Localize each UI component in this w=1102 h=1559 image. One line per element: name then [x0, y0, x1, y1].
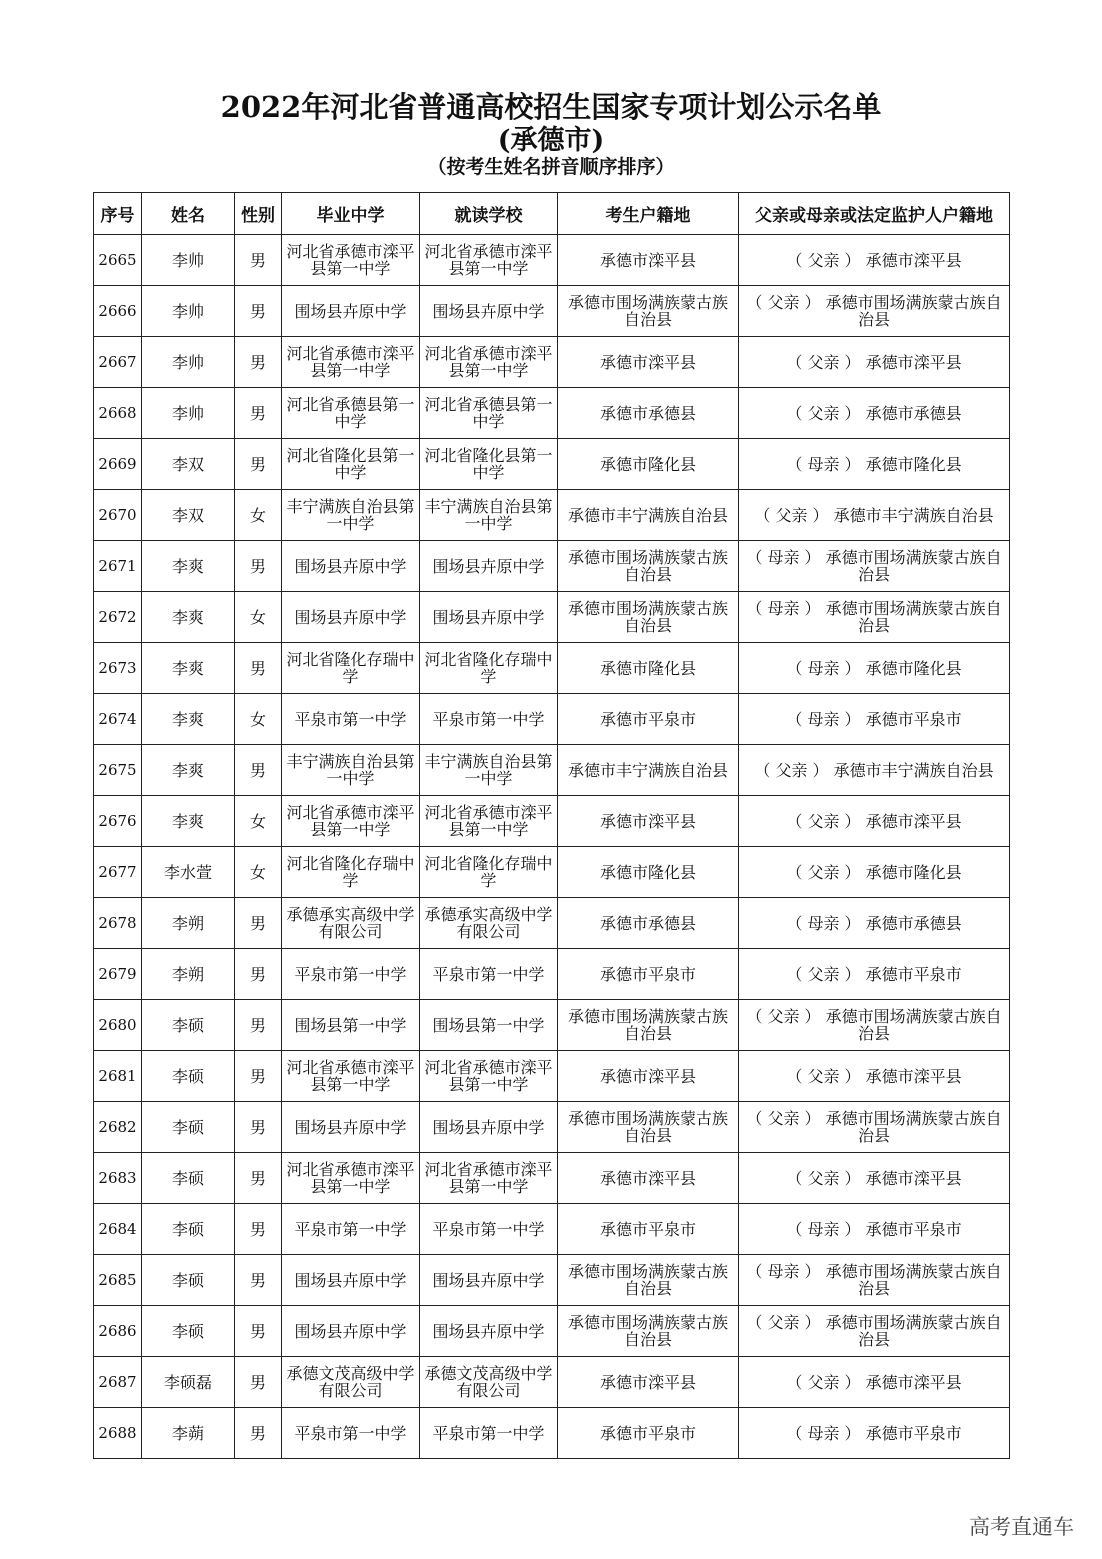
cell-guardian-hukou: （ 父亲 ） 承德市隆化县	[739, 847, 1010, 898]
cell-name: 李硕	[142, 1306, 235, 1357]
cell-current-school: 河北省隆化存瑞中学	[420, 847, 558, 898]
table-row	[94, 388, 1010, 439]
cell-name: 李朔	[142, 898, 235, 949]
cell-graduated-school: 河北省承德市滦平县第一中学	[282, 337, 420, 388]
cell-student-hukou: 承德市围场满族蒙古族自治县	[558, 541, 739, 592]
cell-student-hukou: 承德市隆化县	[558, 847, 739, 898]
cell-gender: 男	[235, 541, 282, 592]
table-header-row	[94, 193, 1010, 235]
cell-serial: 2688	[94, 1408, 142, 1459]
cell-name: 李硕磊	[142, 1357, 235, 1408]
cell-current-school: 围场县卉原中学	[420, 541, 558, 592]
cell-current-school: 围场县第一中学	[420, 1000, 558, 1051]
cell-serial: 2675	[94, 745, 142, 796]
cell-serial: 2687	[94, 1357, 142, 1408]
table-row	[94, 1204, 1010, 1255]
cell-gender: 男	[235, 745, 282, 796]
cell-name: 李硕	[142, 1153, 235, 1204]
table-row	[94, 541, 1010, 592]
cell-gender: 男	[235, 1255, 282, 1306]
cell-gender: 男	[235, 898, 282, 949]
cell-student-hukou: 承德市丰宁满族自治县	[558, 745, 739, 796]
cell-current-school: 河北省隆化存瑞中学	[420, 643, 558, 694]
cell-student-hukou: 承德市隆化县	[558, 439, 739, 490]
cell-graduated-school: 围场县卉原中学	[282, 1306, 420, 1357]
cell-graduated-school: 围场县卉原中学	[282, 541, 420, 592]
cell-current-school: 丰宁满族自治县第一中学	[420, 490, 558, 541]
cell-student-hukou: 承德市滦平县	[558, 337, 739, 388]
cell-serial: 2670	[94, 490, 142, 541]
cell-current-school: 河北省隆化县第一中学	[420, 439, 558, 490]
page-title: 2022年河北省普通高校招生国家专项计划公示名单	[220, 90, 882, 124]
cell-student-hukou: 承德市围场满族蒙古族自治县	[558, 592, 739, 643]
cell-student-hukou: 承德市围场满族蒙古族自治县	[558, 1102, 739, 1153]
cell-serial: 2671	[94, 541, 142, 592]
cell-serial: 2676	[94, 796, 142, 847]
cell-name: 李硕	[142, 1204, 235, 1255]
col-header-current-school: 就读学校	[420, 193, 558, 235]
cell-graduated-school: 围场县卉原中学	[282, 1255, 420, 1306]
cell-student-hukou: 承德市丰宁满族自治县	[558, 490, 739, 541]
table-row	[94, 847, 1010, 898]
cell-guardian-hukou: （ 父亲 ） 承德市丰宁满族自治县	[739, 745, 1010, 796]
cell-gender: 男	[235, 388, 282, 439]
cell-name: 李双	[142, 490, 235, 541]
cell-graduated-school: 平泉市第一中学	[282, 1408, 420, 1459]
cell-gender: 女	[235, 847, 282, 898]
cell-guardian-hukou: （ 母亲 ） 承德市平泉市	[739, 1408, 1010, 1459]
cell-current-school: 围场县卉原中学	[420, 1102, 558, 1153]
cell-current-school: 承德文茂高级中学有限公司	[420, 1357, 558, 1408]
watermark: 高考直通车	[969, 1515, 1074, 1539]
table-row	[94, 1000, 1010, 1051]
cell-serial: 2684	[94, 1204, 142, 1255]
cell-gender: 男	[235, 643, 282, 694]
table-row	[94, 1153, 1010, 1204]
cell-student-hukou: 承德市隆化县	[558, 643, 739, 694]
cell-gender: 男	[235, 1357, 282, 1408]
cell-name: 李帅	[142, 337, 235, 388]
cell-student-hukou: 承德市围场满族蒙古族自治县	[558, 1306, 739, 1357]
cell-guardian-hukou: （ 父亲 ） 承德市承德县	[739, 388, 1010, 439]
cell-serial: 2673	[94, 643, 142, 694]
cell-name: 李爽	[142, 643, 235, 694]
cell-gender: 男	[235, 235, 282, 286]
table-row	[94, 1051, 1010, 1102]
cell-guardian-hukou: （ 母亲 ） 承德市隆化县	[739, 643, 1010, 694]
table-row	[94, 490, 1010, 541]
cell-current-school: 河北省承德市滦平县第一中学	[420, 796, 558, 847]
cell-gender: 男	[235, 439, 282, 490]
cell-gender: 女	[235, 490, 282, 541]
cell-serial: 2682	[94, 1102, 142, 1153]
cell-current-school: 围场县卉原中学	[420, 1306, 558, 1357]
cell-guardian-hukou: （ 父亲 ） 承德市平泉市	[739, 949, 1010, 1000]
cell-current-school: 围场县卉原中学	[420, 1255, 558, 1306]
cell-serial: 2665	[94, 235, 142, 286]
cell-guardian-hukou: （ 母亲 ） 承德市平泉市	[739, 694, 1010, 745]
cell-serial: 2678	[94, 898, 142, 949]
cell-guardian-hukou: （ 母亲 ） 承德市围场满族蒙古族自治县	[739, 541, 1010, 592]
cell-current-school: 平泉市第一中学	[420, 1408, 558, 1459]
col-header-student-hukou: 考生户籍地	[558, 193, 739, 235]
cell-student-hukou: 承德市围场满族蒙古族自治县	[558, 286, 739, 337]
cell-guardian-hukou: （ 父亲 ） 承德市滦平县	[739, 1051, 1010, 1102]
table-row	[94, 1102, 1010, 1153]
table-row	[94, 1357, 1010, 1408]
cell-graduated-school: 围场县卉原中学	[282, 1102, 420, 1153]
cell-graduated-school: 丰宁满族自治县第一中学	[282, 490, 420, 541]
table-row	[94, 643, 1010, 694]
cell-guardian-hukou: （ 父亲 ） 承德市滦平县	[739, 235, 1010, 286]
table-row	[94, 592, 1010, 643]
cell-gender: 男	[235, 1204, 282, 1255]
table-row	[94, 1255, 1010, 1306]
cell-current-school: 围场县卉原中学	[420, 592, 558, 643]
col-header-serial: 序号	[94, 193, 142, 235]
cell-serial: 2681	[94, 1051, 142, 1102]
cell-gender: 女	[235, 694, 282, 745]
table-row	[94, 796, 1010, 847]
cell-student-hukou: 承德市平泉市	[558, 1204, 739, 1255]
cell-graduated-school: 平泉市第一中学	[282, 694, 420, 745]
cell-student-hukou: 承德市平泉市	[558, 949, 739, 1000]
cell-current-school: 平泉市第一中学	[420, 1204, 558, 1255]
cell-student-hukou: 承德市围场满族蒙古族自治县	[558, 1255, 739, 1306]
table-row	[94, 235, 1010, 286]
page-subtitle: (承德市)	[497, 125, 605, 156]
cell-guardian-hukou: （ 父亲 ） 承德市滦平县	[739, 1153, 1010, 1204]
cell-name: 李双	[142, 439, 235, 490]
cell-serial: 2674	[94, 694, 142, 745]
cell-name: 李爽	[142, 592, 235, 643]
cell-current-school: 河北省承德市滦平县第一中学	[420, 337, 558, 388]
table-row	[94, 286, 1010, 337]
cell-name: 李硕	[142, 1000, 235, 1051]
cell-guardian-hukou: （ 父亲 ） 承德市围场满族蒙古族自治县	[739, 1306, 1010, 1357]
table-row	[94, 898, 1010, 949]
cell-name: 李水萱	[142, 847, 235, 898]
col-header-name: 姓名	[142, 193, 235, 235]
cell-serial: 2683	[94, 1153, 142, 1204]
cell-student-hukou: 承德市围场满族蒙古族自治县	[558, 1000, 739, 1051]
cell-student-hukou: 承德市平泉市	[558, 694, 739, 745]
cell-name: 李帅	[142, 235, 235, 286]
cell-guardian-hukou: （ 母亲 ） 承德市围场满族蒙古族自治县	[739, 1255, 1010, 1306]
cell-guardian-hukou: （ 父亲 ） 承德市滦平县	[739, 337, 1010, 388]
cell-student-hukou: 承德市承德县	[558, 388, 739, 439]
cell-graduated-school: 平泉市第一中学	[282, 949, 420, 1000]
cell-gender: 女	[235, 796, 282, 847]
cell-name: 李爽	[142, 796, 235, 847]
cell-serial: 2685	[94, 1255, 142, 1306]
table-row	[94, 745, 1010, 796]
cell-name: 李帅	[142, 388, 235, 439]
cell-graduated-school: 河北省承德市滦平县第一中学	[282, 1051, 420, 1102]
table-row	[94, 1408, 1010, 1459]
cell-student-hukou: 承德市滦平县	[558, 796, 739, 847]
cell-student-hukou: 承德市滦平县	[558, 1153, 739, 1204]
cell-current-school: 围场县卉原中学	[420, 286, 558, 337]
cell-guardian-hukou: （ 母亲 ） 承德市平泉市	[739, 1204, 1010, 1255]
cell-serial: 2672	[94, 592, 142, 643]
table-row	[94, 694, 1010, 745]
col-header-gender: 性别	[235, 193, 282, 235]
cell-graduated-school: 河北省承德县第一中学	[282, 388, 420, 439]
cell-gender: 男	[235, 1000, 282, 1051]
cell-guardian-hukou: （ 母亲 ） 承德市围场满族蒙古族自治县	[739, 592, 1010, 643]
cell-graduated-school: 河北省隆化存瑞中学	[282, 847, 420, 898]
cell-name: 李硕	[142, 1051, 235, 1102]
cell-current-school: 承德承实高级中学有限公司	[420, 898, 558, 949]
cell-serial: 2679	[94, 949, 142, 1000]
cell-gender: 男	[235, 949, 282, 1000]
cell-serial: 2669	[94, 439, 142, 490]
table-row	[94, 337, 1010, 388]
cell-name: 李朔	[142, 949, 235, 1000]
cell-guardian-hukou: （ 父亲 ） 承德市滦平县	[739, 796, 1010, 847]
cell-graduated-school: 丰宁满族自治县第一中学	[282, 745, 420, 796]
cell-graduated-school: 围场县卉原中学	[282, 592, 420, 643]
cell-gender: 男	[235, 1306, 282, 1357]
cell-gender: 男	[235, 286, 282, 337]
cell-graduated-school: 河北省承德市滦平县第一中学	[282, 235, 420, 286]
cell-gender: 女	[235, 592, 282, 643]
cell-serial: 2668	[94, 388, 142, 439]
cell-current-school: 河北省承德市滦平县第一中学	[420, 1051, 558, 1102]
cell-gender: 男	[235, 1408, 282, 1459]
cell-serial: 2680	[94, 1000, 142, 1051]
cell-student-hukou: 承德市滦平县	[558, 235, 739, 286]
cell-guardian-hukou: （ 父亲 ） 承德市丰宁满族自治县	[739, 490, 1010, 541]
cell-serial: 2666	[94, 286, 142, 337]
cell-graduated-school: 河北省隆化存瑞中学	[282, 643, 420, 694]
cell-name: 李蒴	[142, 1408, 235, 1459]
cell-graduated-school: 围场县第一中学	[282, 1000, 420, 1051]
cell-student-hukou: 承德市滦平县	[558, 1051, 739, 1102]
cell-name: 李爽	[142, 745, 235, 796]
sort-note: （按考生姓名拼音顺序排序）	[427, 156, 675, 178]
cell-graduated-school: 河北省承德市滦平县第一中学	[282, 1153, 420, 1204]
cell-gender: 男	[235, 337, 282, 388]
cell-name: 李爽	[142, 694, 235, 745]
cell-graduated-school: 围场县卉原中学	[282, 286, 420, 337]
cell-gender: 男	[235, 1102, 282, 1153]
cell-guardian-hukou: （ 母亲 ） 承德市承德县	[739, 898, 1010, 949]
cell-gender: 男	[235, 1051, 282, 1102]
cell-name: 李爽	[142, 541, 235, 592]
cell-guardian-hukou: （ 父亲 ） 承德市围场满族蒙古族自治县	[739, 1000, 1010, 1051]
cell-graduated-school: 平泉市第一中学	[282, 1204, 420, 1255]
cell-current-school: 丰宁满族自治县第一中学	[420, 745, 558, 796]
cell-student-hukou: 承德市滦平县	[558, 1357, 739, 1408]
table-row	[94, 1306, 1010, 1357]
roster-table	[93, 192, 1010, 1459]
cell-graduated-school: 河北省隆化县第一中学	[282, 439, 420, 490]
cell-student-hukou: 承德市平泉市	[558, 1408, 739, 1459]
cell-current-school: 河北省承德市滦平县第一中学	[420, 235, 558, 286]
cell-graduated-school: 承德承实高级中学有限公司	[282, 898, 420, 949]
col-header-guardian-hukou: 父亲或母亲或法定监护人户籍地	[739, 193, 1010, 235]
table-row	[94, 949, 1010, 1000]
cell-gender: 男	[235, 1153, 282, 1204]
cell-guardian-hukou: （ 母亲 ） 承德市隆化县	[739, 439, 1010, 490]
cell-serial: 2677	[94, 847, 142, 898]
cell-current-school: 河北省承德县第一中学	[420, 388, 558, 439]
cell-guardian-hukou: （ 父亲 ） 承德市围场满族蒙古族自治县	[739, 1102, 1010, 1153]
cell-graduated-school: 承德文茂高级中学有限公司	[282, 1357, 420, 1408]
cell-name: 李帅	[142, 286, 235, 337]
cell-current-school: 平泉市第一中学	[420, 694, 558, 745]
cell-serial: 2686	[94, 1306, 142, 1357]
table-row	[94, 439, 1010, 490]
cell-current-school: 河北省承德市滦平县第一中学	[420, 1153, 558, 1204]
cell-name: 李硕	[142, 1102, 235, 1153]
cell-graduated-school: 河北省承德市滦平县第一中学	[282, 796, 420, 847]
cell-current-school: 平泉市第一中学	[420, 949, 558, 1000]
cell-serial: 2667	[94, 337, 142, 388]
cell-guardian-hukou: （ 父亲 ） 承德市围场满族蒙古族自治县	[739, 286, 1010, 337]
cell-guardian-hukou: （ 父亲 ） 承德市滦平县	[739, 1357, 1010, 1408]
cell-name: 李硕	[142, 1255, 235, 1306]
cell-student-hukou: 承德市承德县	[558, 898, 739, 949]
col-header-graduated-school: 毕业中学	[282, 193, 420, 235]
